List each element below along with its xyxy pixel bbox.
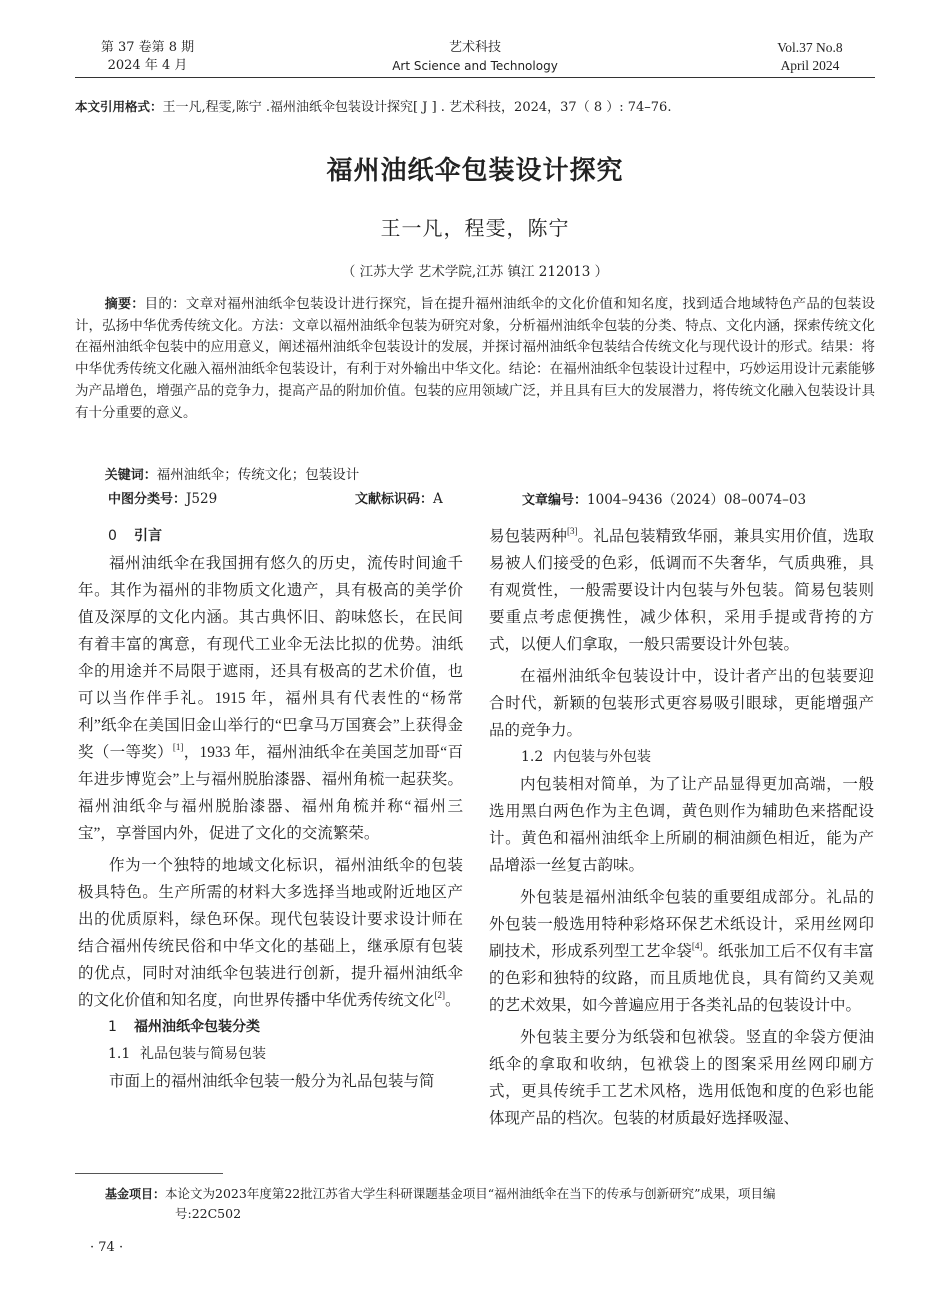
- subsection-number: 1.1: [108, 1046, 131, 1062]
- article-no-label: 文章编号：: [522, 493, 588, 508]
- paragraph-text: 市面上的福州油纸伞包装一般分为礼品包装与简: [109, 1073, 435, 1090]
- author-affiliation: （ 江苏大学 艺术学院,江苏 镇江 212013 ）: [341, 264, 609, 280]
- section-heading-1: [78, 1014, 463, 1041]
- paragraph: [78, 550, 463, 847]
- paragraph-text: 。: [445, 992, 461, 1009]
- funding-line: [105, 1184, 880, 1204]
- paragraph: [489, 884, 874, 1019]
- subsection-title: 礼品包装与简易包装: [140, 1046, 266, 1062]
- footnote-rule: [75, 1173, 223, 1174]
- document-code: [355, 488, 443, 507]
- paragraph-text: 作为一个独特的地域文化标识，福州油纸伞的包装极具特色。生产所需的材料大多选择当地或附近地区产出的优质原料，绿色环保。现代包装设计要求设计师在结合福州传统民俗和中华文化的基础上，继承原有包装的优点，同时对油纸伞包装进行创新，提升福州油纸伞的文化价值和知名度，向世界传播中华优秀传统文化: [78, 857, 463, 1009]
- paper-title: 福州油纸伞包装设计探究: [326, 156, 624, 186]
- body-right-column: [489, 523, 874, 1132]
- funding-label: 基金项目：: [105, 1187, 166, 1201]
- paragraph: [78, 1068, 463, 1095]
- citation-ref: [3]: [567, 526, 578, 536]
- article-number: [522, 488, 806, 508]
- doc-code-value: A: [433, 491, 443, 507]
- subsection-number: 1.2: [521, 749, 544, 765]
- paragraph: [489, 663, 874, 744]
- section-heading-0: [78, 523, 463, 550]
- paragraph-text: 内包装相对简单，为了让产品显得更加高端，一般选用黑白两色作为主色调，黄色则作为辅助色来搭配设计。黄色和福州油纸伞上所刷的桐油颜色相近，能为产品增添一丝复古韵味。: [489, 776, 874, 874]
- paragraph-text: 外包装主要分为纸袋和包袱袋。竖直的伞袋方便油纸伞的拿取和收纳，包袱袋上的图案采用丝网印刷方式，更具传统手工艺术风格，选用低饱和度的色彩也能体现产品的档次。包装的材质最好选择吸湿、: [489, 1029, 874, 1127]
- body-left-column: [78, 523, 463, 1095]
- header-volume-en: [760, 39, 860, 75]
- citation-line: [75, 97, 875, 118]
- paragraph: [489, 771, 874, 879]
- header-volume-issue: 第 37 卷第 8 期: [100, 40, 195, 55]
- paragraph: [78, 852, 463, 1014]
- journal-name-cn: 艺术科技: [448, 40, 501, 55]
- abstract: [75, 294, 875, 424]
- abstract-text: 目的：文章对福州油纸伞包装设计进行探究，旨在提升福州油纸伞的文化价值和知名度，找到适合地域特色产品的包装设计，弘扬中华优秀传统文化。方法：文章以福州油纸伞包装为研究对象，分析福州油纸伞包装的分类、特点、文化内涵，探索传统文化在福州油纸伞包装中的应用意义，阐述福州油纸伞包装设计的发展，并探讨福州油纸伞包装结合传统文化与现代设计的形式。结果：将中华优秀传统文化融入福州油纸伞包装设计，有利于对外输出中华文化。结论：在福州油纸伞包装设计过程中，巧妙运用设计元素能够为产品增色，增强产品的竞争力，提高产品的附加价值。包装的应用领域广泛，并且具有巨大的发展潜力，将传统文化融入包装设计具有十分重要的意义。: [75, 296, 875, 421]
- header-journal: [365, 39, 585, 75]
- header-month-year: April 2024: [780, 58, 840, 73]
- abstract-label: 摘要：: [104, 297, 145, 312]
- header-date: 2024 年 4 月: [107, 58, 188, 73]
- page-number: · 74 ·: [90, 1240, 124, 1255]
- paragraph-text: 。礼品包装精致华丽，兼具实用价值，选取易被人们接受的色彩，低调而不失奢华，气质典雅，具有观赏性，一般需要设计内包装与外包装。简易包装则要重点考虑便携性，减少体积，采用手提或背挎的方式，以便人们拿取，一般只需要设计外包装。: [489, 528, 874, 653]
- citation-ref: [4]: [691, 941, 703, 951]
- funding-line-2: 号:22C502: [175, 1206, 242, 1221]
- subsection-title: 内包装与外包装: [553, 749, 651, 765]
- journal-name-en: Art Science and Technology: [392, 59, 558, 73]
- citation-text: 王一凡,程雯,陈宁 .福州油纸伞包装设计探究[ J ] . 艺术科技，2024，37（ 8 ）: 74–76.: [162, 100, 672, 115]
- section-number: 1: [108, 1019, 117, 1035]
- paragraph-text: ，1933 年，福州油纸伞在美国芝加哥“百年进步博览会”上与福州脱胎漆器、福州角梳一起获奖。福州油纸伞与福州脱胎漆器、福州角梳并称“福州三宝”，享誉国内外，促进了文化的交流繁荣。: [78, 744, 463, 842]
- subsection-heading-1-2: [489, 744, 874, 771]
- keywords-label: 关键词：: [104, 468, 157, 483]
- clc-value: J529: [186, 491, 218, 507]
- doc-code-label: 文献标识码：: [355, 492, 434, 507]
- keywords-text: 福州油纸伞；传统文化；包装设计: [156, 467, 360, 483]
- citation-ref: [2]: [434, 990, 446, 1000]
- funding-text: 本论文为2023年度第22批江苏省大学生科研课题基金项目“福州油纸伞在当下的传承与创新研究”成果，项目编: [165, 1186, 776, 1201]
- subsection-heading-1-1: [78, 1041, 463, 1068]
- section-title: 引言: [134, 528, 162, 544]
- clc-label: 中图分类号：: [108, 492, 187, 507]
- paper-authors: 王一凡，程雯，陈宁: [380, 216, 570, 240]
- paragraph-text: 。纸张加工后不仅有丰富的色彩和独特的纹路，而且质地优良，具有简约又美观的艺术效果，如今普遍应用于各类礼品的包装设计中。: [489, 943, 874, 1014]
- header-vol-no: Vol.37 No.8: [777, 40, 843, 55]
- funding-footnote: [105, 1184, 880, 1223]
- article-no-value: 1004–9436（2024）08–0074–03: [587, 492, 807, 508]
- clc-number: [108, 488, 217, 507]
- paragraph-text: 外包装是福州油纸伞包装的重要组成部分。礼品的外包装一般选用特种彩烙环保艺术纸设计，采用丝网印刷技术，形成系列型工艺伞袋: [489, 889, 874, 960]
- paragraph-text: 在福州油纸伞包装设计中，设计者产出的包装要迎合时代，新颖的包装形式更容易吸引眼球，更能增强产品的竞争力。: [489, 668, 874, 739]
- keywords: [75, 463, 875, 483]
- paragraph-text: 易包装两种: [489, 528, 568, 545]
- citation-label: 本文引用格式：: [75, 99, 163, 114]
- header-issue: [90, 39, 205, 75]
- paragraph-text: 福州油纸伞在我国拥有悠久的历史，流传时间逾千年。其作为福州的非物质文化遗产，具有极高的美学价值及深厚的文化内涵。其古典怀旧、韵味悠长，在民间有着丰富的寓意，有现代工业伞无法比拟的优势。油纸伞的用途并不局限于遮雨，还具有极高的艺术价值，也可以当作伴手礼。1915 年，福州具有代表性的“杨常利”纸伞在美国旧金山举行的“巴拿马万国赛会”上获得金奖（一等奖）: [78, 555, 463, 761]
- paragraph: [489, 523, 874, 658]
- paragraph: [489, 1024, 874, 1132]
- citation-ref: [1]: [172, 742, 184, 752]
- section-number: 0: [108, 528, 117, 544]
- section-title: 福州油纸伞包装分类: [134, 1019, 260, 1035]
- header-rule: [75, 77, 875, 78]
